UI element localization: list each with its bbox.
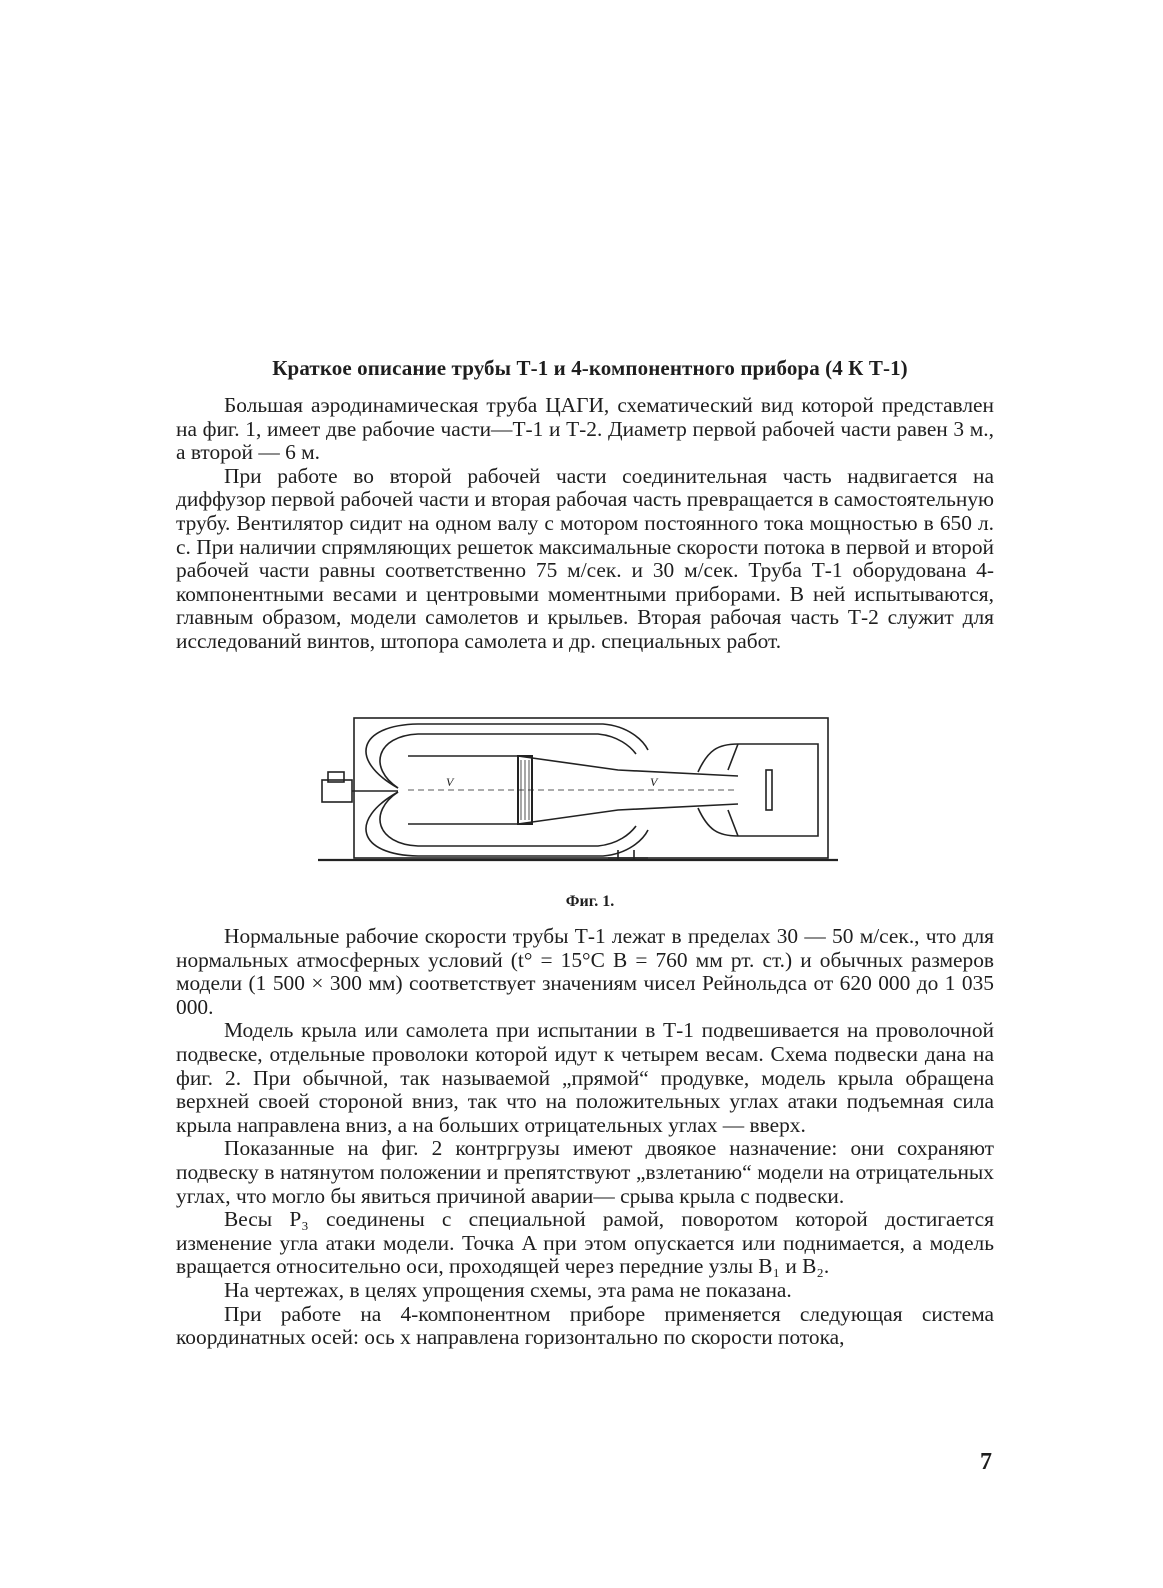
section-2-grid [766,770,772,810]
building-outline [354,718,828,858]
figure-caption: Фиг. 1. [565,893,615,910]
paragraph: Нормальные рабочие скорости трубы Т-1 лежат в пределах 30 — 50 м/сек., что для нормальных атмосферных условий (t° = 15°C B = 760 мм рт. ст.) и обычных размеров модели (1 500 × 300 мм) соответствует значениям чисел Рейнольдса от 620 000 до 1 035 000. [176,924,994,1019]
page-number: 7 [980,1449,992,1475]
paragraph: Весы P₃ соединены с специальной рамой, поворотом которой достигается изменение угла атаки модели. Точка A при этом опускается или поднимается, а модель вращается относительно оси, проходящей через передние узлы B₁ и B₂. [176,1207,994,1279]
wind-tunnel-diagram [318,710,842,880]
section-heading: Краткое описание трубы Т-1 и 4-компонентного прибора (4 К Т-1) [272,356,908,380]
velocity-label-1: V [446,775,454,789]
motor [322,780,352,802]
text-block-main [176,925,994,1350]
paragraph: Большая аэродинамическая труба ЦАГИ, схематический вид которой представлен на фиг. 1, имеет две рабочие части—Т-1 и Т-2. Диаметр первой рабочей части равен 3 м., а второй — 6 м. [176,393,994,465]
paragraph: При работе во второй рабочей части соединительная часть надвигается на диффузор первой рабочей части и вторая рабочая часть превращается в самостоятельную трубу. Вентилятор сидит на одном валу с мотором постоянного тока мощностью в 650 л. с. При наличии спрямляющих решеток максимальные скорости потока в первой и второй рабочей части равны соответственно 75 м/сек. и 30 м/сек. Труба Т-1 оборудована 4-компонентными весами и центровыми моментными приборами. В ней испытываются, главным образом, модели самолетов и крыльев. Вторая рабочая часть Т-2 служит для исследований винтов, штопора самолета и др. специальных работ. [176,463,994,653]
paragraph: Модель крыла или самолета при испытании в Т-1 подвешивается на проволочной подвеске, отдельные проволоки которой идут к четырем весам. Схема подвески дана на фиг. 2. При обычной, так называемой „прямой“ продувке, модель крыла обращена верхней своей стороной вниз, так что на положительных углах атаки подъемная сила крыла направлена вниз, а на больших отрицательных углах — вверх. [176,1018,994,1137]
paragraph: На чертежах, в целях упрощения схемы, эта рама не показана. [224,1277,792,1302]
text-block-intro [176,394,994,654]
velocity-label-2: V [650,775,658,789]
paragraph: Показанные на фиг. 2 контргрузы имеют двоякое назначение: они сохраняют подвеску в натянутом положении и препятствуют „взлетанию“ модели на отрицательных углах, что могло бы явиться причиной аварии— срыва крыла с подвески. [176,1136,994,1208]
paragraph: При работе на 4-компонентном приборе применяется следующая система координатных осей: ось x направлена горизонтально по скорости потока, [176,1301,994,1350]
working-section-2 [698,744,818,836]
working-section-upper [408,756,738,776]
